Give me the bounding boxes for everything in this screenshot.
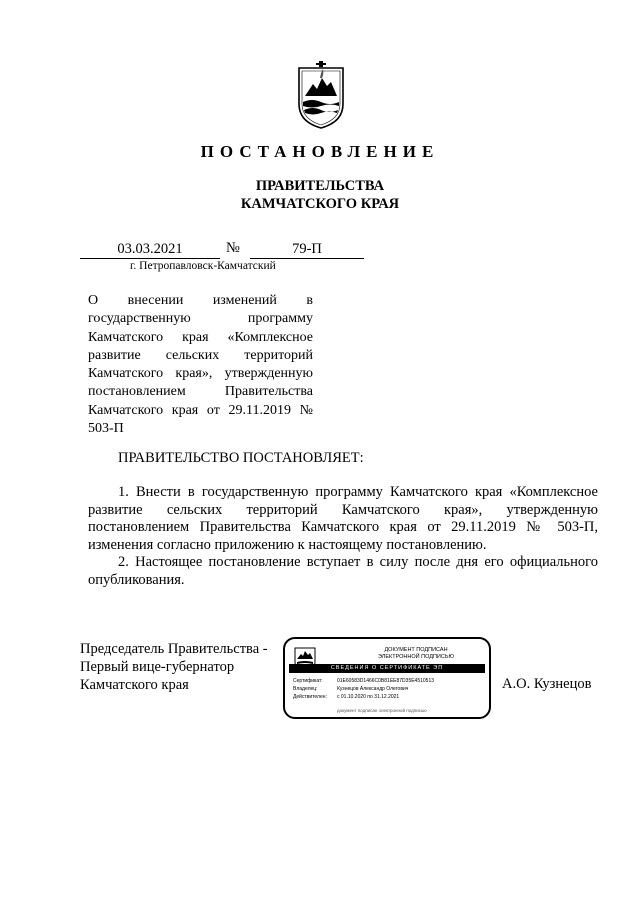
number-sign: № bbox=[226, 240, 240, 256]
stamp-header-line-1: ДОКУМЕНТ ПОДПИСАН bbox=[384, 647, 448, 653]
document-subject bbox=[88, 292, 313, 438]
stamp-certificate-label: Сертификат: bbox=[293, 678, 323, 684]
signature-line-3: Камчатского края bbox=[80, 677, 189, 693]
body-paragraph-2: 2. Настоящее постановление вступает в силу после дня его официального опубликования. bbox=[88, 554, 598, 588]
document-date: 03.03.2021 bbox=[80, 240, 220, 259]
stamp-validity-label: Действителен: bbox=[293, 694, 327, 700]
signature-line-1: Председатель Правительства - bbox=[80, 641, 268, 657]
document-body bbox=[88, 484, 598, 589]
stamp-owner-value: Кузнецов Александр Олегович bbox=[337, 686, 409, 692]
stamp-footer: документ подписан электронной подписью bbox=[337, 708, 427, 713]
body-paragraph-1: 1. Внести в государственную программу Камчатского края «Комплексное развитие сельских территорий Камчатского края», утвержденную постановлением Правительства Камчатского края от 29.11.2019 № 503-П, изменения согласно приложению к настоящему постановлению. bbox=[88, 484, 598, 553]
coat-of-arms-emblem bbox=[296, 60, 346, 130]
authority-line-2: КАМЧАТСКОГО КРАЯ bbox=[240, 196, 400, 212]
stamp-row-owner bbox=[293, 685, 434, 693]
document-title: ПОСТАНОВЛЕНИЕ bbox=[200, 142, 440, 161]
signer-name: А.О. Кузнецов bbox=[502, 676, 592, 692]
signature-line-2: Первый вице-губернатор bbox=[80, 659, 235, 675]
decree-line: ПРАВИТЕЛЬСТВО ПОСТАНОВЛЯЕТ: bbox=[118, 450, 364, 466]
stamp-row-validity bbox=[293, 693, 434, 701]
stamp-details bbox=[293, 677, 434, 701]
stamp-certificate-bar: СВЕДЕНИЯ О СЕРТИФИКАТЕ ЭП bbox=[289, 664, 485, 673]
authority-line-1: ПРАВИТЕЛЬСТВА bbox=[255, 178, 385, 194]
document-city: г. Петропавловск-Камчатский bbox=[130, 260, 276, 272]
electronic-signature-stamp bbox=[283, 637, 491, 719]
stamp-header bbox=[341, 647, 491, 661]
stamp-validity-value: с 01.10.2020 по 31.12.2021 bbox=[337, 694, 400, 700]
stamp-certificate-value: 01E60583D1466C0B81EE87D35E4510513 bbox=[337, 678, 435, 684]
signature-position bbox=[80, 640, 268, 694]
stamp-header-line-2: ЭЛЕКТРОННОЙ ПОДПИСЬЮ bbox=[377, 654, 455, 660]
subject-text: О внесении изменений в государственную программу Камчатского края «Комплексное развитие сельских территорий Камчатского края», утвержденную постановлением Правительства Камчатского края от 29.11.2019 № 503-П bbox=[88, 293, 313, 437]
document-number: 79-П bbox=[250, 240, 364, 259]
stamp-row-certificate bbox=[293, 677, 434, 685]
stamp-owner-label: Владелец: bbox=[293, 686, 318, 692]
